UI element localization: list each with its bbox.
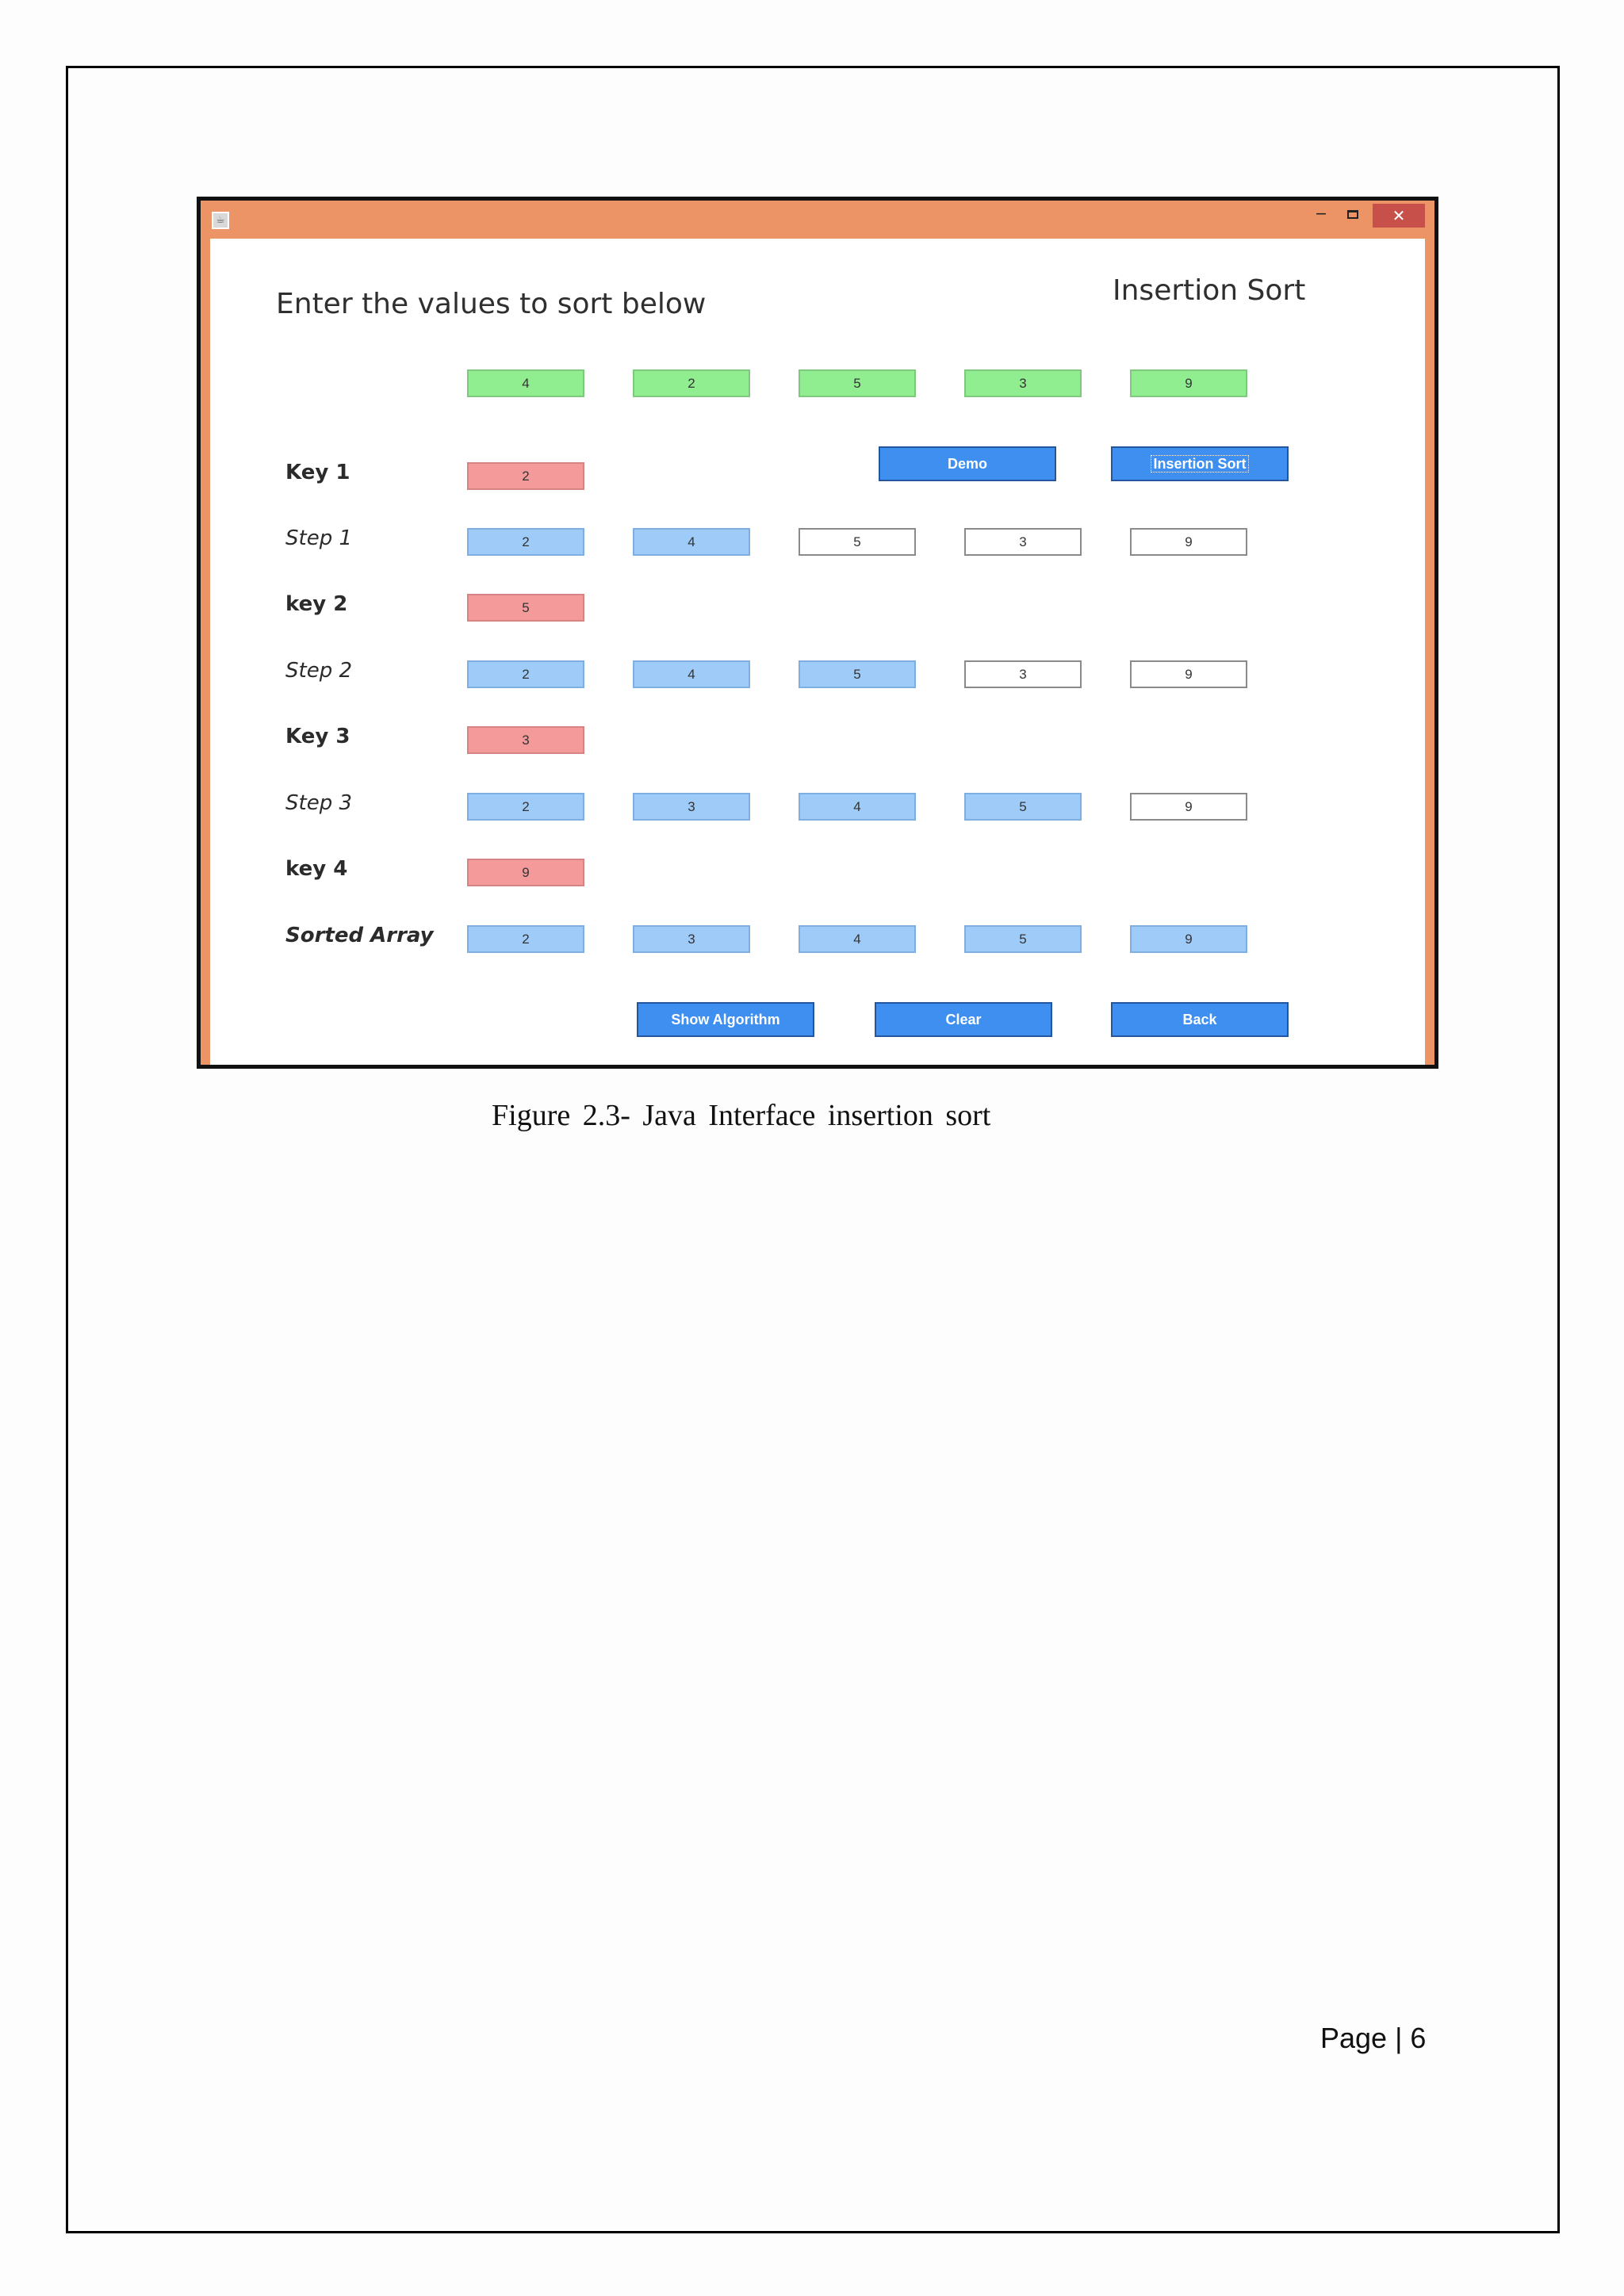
step-value-field: 4	[633, 528, 750, 556]
step-value-field: 5	[799, 660, 916, 688]
row-label: Step 1	[285, 526, 353, 550]
step-value-field: 3	[633, 925, 750, 953]
step-value-field: 4	[633, 660, 750, 688]
show-algorithm-button-label: Show Algorithm	[671, 1012, 780, 1027]
step-value-field: 9	[1130, 528, 1247, 556]
insertion-sort-button[interactable]	[1111, 446, 1289, 481]
input-field-4[interactable]: 3	[964, 369, 1082, 397]
page-number: Page | 6	[1320, 2022, 1427, 2054]
key-value-field: 9	[467, 859, 584, 886]
clear-button[interactable]	[875, 1002, 1052, 1037]
back-button[interactable]	[1111, 1002, 1289, 1037]
close-button[interactable]: ✕	[1373, 204, 1425, 228]
app-title: Insertion Sort	[1113, 274, 1306, 307]
step-value-field: 2	[467, 660, 584, 688]
maximize-button[interactable]	[1338, 204, 1368, 228]
demo-button-label: Demo	[947, 456, 987, 472]
step-value-field: 4	[799, 925, 916, 953]
key-value-field: 2	[467, 462, 584, 490]
row-label: key 4	[285, 857, 348, 881]
title-bar[interactable]	[201, 201, 1434, 239]
step-value-field: 5	[964, 925, 1082, 953]
input-field-3[interactable]: 5	[799, 369, 916, 397]
step-value-field: 9	[1130, 925, 1247, 953]
java-app-icon[interactable]: ☕	[212, 212, 229, 229]
row-label: Key 1	[285, 461, 350, 484]
app-window	[197, 197, 1438, 1069]
input-field-1[interactable]: 4	[467, 369, 584, 397]
row-label: Key 3	[285, 725, 350, 748]
step-value-field: 3	[633, 793, 750, 821]
step-value-field: 2	[467, 793, 584, 821]
app-content	[210, 239, 1425, 1065]
insertion-sort-button-label: Insertion Sort	[1151, 455, 1248, 473]
maximize-icon	[1347, 210, 1358, 219]
step-value-field: 9	[1130, 660, 1247, 688]
row-label: Step 3	[285, 791, 353, 815]
step-value-field: 2	[467, 528, 584, 556]
row-label: key 2	[285, 592, 348, 616]
figure-caption: Figure 2.3- Java Interface insertion sort	[492, 1099, 991, 1132]
step-value-field: 5	[964, 793, 1082, 821]
step-value-field: 2	[467, 925, 584, 953]
key-value-field: 5	[467, 594, 584, 622]
clear-button-label: Clear	[945, 1012, 982, 1027]
input-field-2[interactable]: 2	[633, 369, 750, 397]
step-value-field: 4	[799, 793, 916, 821]
back-button-label: Back	[1182, 1012, 1217, 1027]
prompt-heading: Enter the values to sort below	[276, 288, 707, 320]
key-value-field: 3	[467, 726, 584, 754]
minimize-button[interactable]: ‒	[1316, 204, 1327, 224]
step-value-field: 9	[1130, 793, 1247, 821]
row-label: Step 2	[285, 659, 353, 683]
demo-button[interactable]	[879, 446, 1056, 481]
show-algorithm-button[interactable]	[637, 1002, 814, 1037]
input-field-5[interactable]: 9	[1130, 369, 1247, 397]
row-label: Sorted Array	[285, 924, 434, 947]
step-value-field: 5	[799, 528, 916, 556]
step-value-field: 3	[964, 660, 1082, 688]
step-value-field: 3	[964, 528, 1082, 556]
